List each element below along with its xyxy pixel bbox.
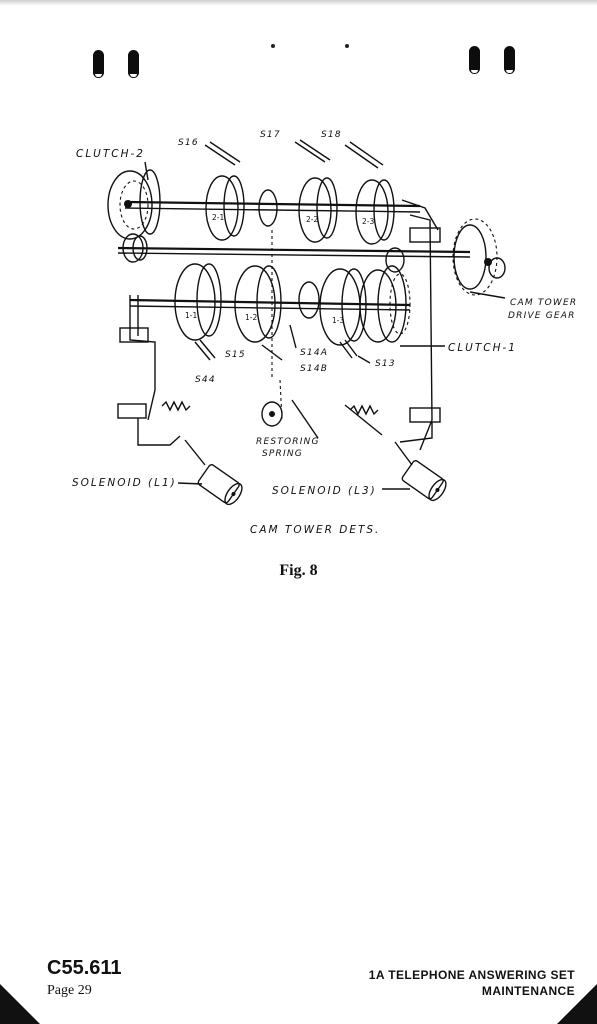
- figure-caption: Fig. 8: [279, 562, 318, 579]
- left-frame-rod: [130, 295, 155, 420]
- drawing-title: CAM TOWER DETS.: [250, 524, 381, 536]
- drive-gear-leader: [470, 292, 505, 298]
- s44-label: S44: [195, 375, 216, 385]
- cam-1-2-label: 1-2: [245, 313, 258, 322]
- clutch-2-label: CLUTCH-2: [76, 148, 145, 160]
- punch-mark: [271, 44, 275, 48]
- s14b-label: S14B: [300, 364, 329, 374]
- solenoid-l3-label: SOLENOID (L3): [272, 485, 377, 497]
- right-bracket-upper: [410, 228, 440, 242]
- left-bracket-lower: [118, 404, 146, 418]
- switch-s16: [205, 142, 240, 165]
- page-corner-shadow: [557, 984, 597, 1024]
- solenoid-l1-label: SOLENOID (L1): [72, 477, 177, 489]
- solenoid-l1-leader: [178, 483, 202, 484]
- switch-s18: [345, 142, 383, 168]
- restoring-spring-leader: [292, 400, 318, 438]
- s13-label: S13: [375, 359, 396, 369]
- lower-collar: [299, 282, 319, 318]
- left-coil-spring: [162, 402, 190, 410]
- binder-hole: [93, 50, 104, 78]
- s18-label: S18: [321, 130, 342, 140]
- document-title: [369, 967, 575, 999]
- binder-hole: [128, 50, 139, 78]
- drive-gear-label-line2: DRIVE GEAR: [508, 311, 576, 321]
- right-bracket-lower: [410, 408, 440, 422]
- binder-hole: [469, 46, 480, 74]
- switch-s13: [340, 340, 357, 358]
- punch-mark: [345, 44, 349, 48]
- s14a-label: S14A: [300, 348, 329, 358]
- lower-shaft: [130, 300, 410, 305]
- cam-2-1: [206, 176, 244, 240]
- document-title-line1: 1A TELEPHONE ANSWERING SET: [368, 968, 575, 982]
- upper-collar: [259, 190, 277, 226]
- cam-2-3-label: 2-3: [362, 217, 375, 226]
- s17-label: S17: [260, 130, 281, 140]
- solenoid-l3-body: [401, 460, 449, 504]
- s16-label: S16: [178, 138, 199, 148]
- restoring-spring: [262, 380, 282, 426]
- switch-s17: [295, 140, 330, 162]
- document-number: C55.611: [47, 957, 122, 979]
- page-top-edge: [0, 0, 597, 6]
- cam-2-2-label: 2-2: [306, 215, 319, 224]
- right-frame-rod: [410, 215, 432, 450]
- document-title-line2: MAINTENANCE: [481, 984, 575, 998]
- cam-2-1-label: 2-1: [212, 213, 225, 222]
- upper-shaft: [125, 202, 420, 206]
- cam-1-3: [320, 269, 366, 345]
- restoring-spring-label-line2: SPRING: [262, 449, 303, 459]
- cam-1-2: [235, 266, 281, 342]
- switch-s15: [195, 340, 215, 360]
- middle-shaft: [118, 248, 470, 252]
- switch-s14: [262, 325, 296, 360]
- clutch-1-label: CLUTCH-1: [448, 342, 517, 354]
- s15-label: S15: [225, 350, 246, 360]
- solenoid-l1-body: [197, 464, 245, 508]
- restoring-spring-label-line1: RESTORING: [256, 437, 320, 447]
- drive-gear-label-line1: CAM TOWER: [510, 298, 578, 308]
- binder-hole: [504, 46, 515, 74]
- page-corner-shadow: [0, 984, 40, 1024]
- cam-1-1-label: 1-1: [185, 311, 198, 320]
- page-number: Page 29: [47, 983, 92, 998]
- cam-tower-drawing: [0, 120, 597, 550]
- cam-1-3-label: 1-3: [332, 316, 345, 325]
- clutch-1: [360, 248, 410, 342]
